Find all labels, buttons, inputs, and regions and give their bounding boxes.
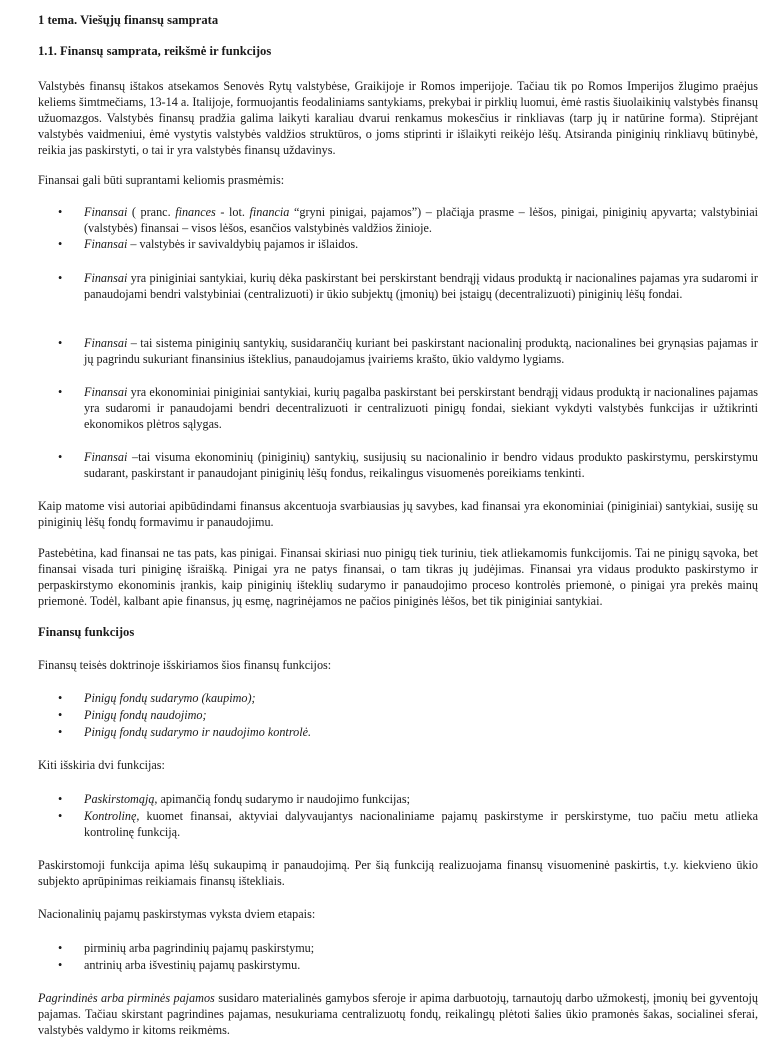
bullet-icon: • — [58, 725, 63, 739]
bullet-icon: • — [58, 237, 63, 251]
bullet-icon: • — [58, 691, 63, 705]
paragraph-functions-intro: Finansų teisės doktrinoje išskiriamos šios finansų funkcijos: — [38, 658, 332, 672]
term: Finansai — [84, 271, 128, 285]
paragraph-finance-vs-money: Pastebėtina, kad finansai ne tas pats, kas pinigai. Finansai skiriasi nuo pinigų tiek turiniu, tiek atliekamomis funkcijomis. Tai ne pinigų sąvoka, bet finansai visada turi piniginę išraišką. Pinigai yra ne patys finansai, o tam tikras jų judėjimas. Finansai yra vidaus produkto paskirstymo ir perpaskirstymo ekonominis įrankis, kaip piniginių išteklių sudarymo ir panaudojimo proceso kontrolės priemonė, o pinigai yra prekės mainų priemonė. Todėl, kalbant apie finansus, jų esmę, nagrinėjamos ne pačios piniginės lėšos, bet tik piniginiai santykiai. — [38, 546, 758, 608]
term: Pagrindinės arba pirminės pajamos — [38, 991, 215, 1005]
bullet-icon: • — [58, 958, 63, 972]
list-item: • Pinigų fondų sudarymo ir naudojimo kontrolė. — [58, 725, 312, 739]
list-item: • Pinigų fondų naudojimo; — [58, 708, 207, 722]
list-item: • Paskirstomąją, apimančią fondų sudarymo ir naudojimo funkcijas; — [58, 792, 410, 806]
bullet-icon: • — [58, 792, 63, 806]
list-item: • antrinių arba išvestinių pajamų paskirstymu. — [58, 958, 301, 972]
list-item: • Pinigų fondų sudarymo (kaupimo); — [58, 691, 256, 705]
term: Finansai — [84, 237, 128, 251]
term: Kontrolinę, — [84, 809, 140, 823]
list-item: • Finansai ( pranc. finances - lot. financia “gryni pinigai, pajamos”) – plačiąja prasme – lėšos, pinigai, piniginių apyvarta; valstybiniai (valstybės) finansai – visos lėšos, esančios valstybinės valdžios žinioje. — [58, 205, 758, 235]
document-title: 1 tema. Viešųjų finansų samprata — [38, 13, 219, 27]
list-item: • Finansai yra ekonominiai piniginiai santykiai, kurių pagalba paskirstant bei perskirstant bendrąjį vidaus produktą ir nacionalines pajamas yra sudaromi ir panaudojami bendri decentralizuoti ir centralizuoti pinigų fondai, siekiant vykdyti valstybės funkcijas ir užtikrinti ekonomikos plėtros sąlygas. — [58, 385, 758, 431]
paragraph-distribution-function: Paskirstomoji funkcija apima lėšų sukaupimą ir panaudojimą. Per šią funkciją realizuojama finansų visuomeninė paskirtis, t.y. kiekvieno ūkio subjekto aprūpinimas reikiamais finansų ištekliais. — [38, 858, 758, 888]
list-item: • pirminių arba pagrindinių pajamų paskirstymu; — [58, 941, 315, 955]
term: Finansai — [84, 450, 128, 464]
bullet-icon: • — [58, 941, 63, 955]
bullet-icon: • — [58, 205, 63, 219]
paragraph-meanings-intro: Finansai gali būti suprantami keliomis prasmėmis: — [38, 173, 285, 187]
term: Finansai — [84, 385, 128, 399]
section-heading: 1.1. Finansų samprata, reikšmė ir funkcijos — [38, 44, 272, 58]
section-heading-functions: Finansų funkcijos — [38, 625, 135, 639]
list-item: • Finansai –tai visuma ekonominių (piniginių) santykių, susijusių su nacionalinio ir bendro vidaus produkto paskirstymu, perskirstymu sudarant, paskirstant ir panaudojant piniginių lėšų fondus, reikalingus visuomenės poreikiams tenkinti. — [58, 450, 758, 480]
term: Finansai — [84, 336, 128, 350]
paragraph-history: Valstybės finansų ištakos atsekamos Senovės Rytų valstybėse, Graikijoje ir Romos imperijoje. Tačiau tik po Romos Imperijos žlugimo praėjus keliems šimtmečiams, 13-14 a. Italijoje, formuojantis feodaliniams santykiams, prekybai ir pirklių luomui, ėmė rastis šiuolaikinių valstybės finansų užuomazgos. Valstybės finansų pradžia galima laikyti karaliau dvarui renkamus mokesčius ir rinkliavas (tarp jų ir natūrine forma). Stiprėjant valstybės vaidmeniui, ėmė vystytis valstybės valdžios struktūros, o joms stiprinti ir išlaikyti reikėjo lėšų. Atsiranda piniginių rinkliavų būtinybė, reikia jas paskirstyti, o tai ir yra valstybės finansų uždavinys. — [38, 79, 758, 157]
list-item: • Kontrolinę, kuomet finansai, aktyviai dalyvaujantys nacionaliniame pajamų paskirstyme ir perskirstyme, tuo pačiu metu atlieka kontrolinę funkciją. — [58, 809, 758, 839]
bullet-icon: • — [58, 271, 63, 285]
bullet-icon: • — [58, 385, 63, 399]
bullet-icon: • — [58, 336, 63, 350]
bullet-icon: • — [58, 809, 63, 823]
bullet-icon: • — [58, 450, 63, 464]
paragraph-summary: Kaip matome visi autoriai apibūdindami finansus akcentuoja svarbiausias jų savybes, kad finansai yra ekonominiai (piniginiai) santykiai, susiję su piniginių lėšų fondų formavimu ir panaudojimu. — [38, 499, 758, 529]
list-item: • Finansai – tai sistema piniginių santykių, susidarančių kuriant bei paskirstant nacionalinį produktą, nacionalines bei grynąsias pajamas ir jų pagrindu sukuriant finansinius išteklius, panaudojamus įvairiems krašto, ūkio valdymo lygiams. — [58, 336, 758, 366]
term: Finansai — [84, 205, 128, 219]
paragraph-two-functions-intro: Kiti išskiria dvi funkcijas: — [38, 758, 165, 772]
paragraph-primary-income: Pagrindinės arba pirminės pajamos susidaro materialinės gamybos sferoje ir apima darbuotojų, tarnautojų darbo užmokestį, įmonių bei gyventojų pajamas. Tačiau skirstant pagrindines pajamas, nesukuriama centralizuotų fondų, reikalingų plėtoti šalies ūkio pramonės šakas, socialinei sferai, valstybės valdymo ir kitoms reikmėms. — [38, 991, 758, 1037]
term: Paskirstomąją, — [84, 792, 158, 806]
bullet-icon: • — [58, 708, 63, 722]
list-item: • Finansai yra piniginiai santykiai, kurių dėka paskirstant bei perskirstant bendrąjį vidaus produktą ir nacionalines pajamas yra sudaromi ir panaudojami bendri valstybiniai (centralizuoti) ir ūkio subjektų (įmonių) bei įstaigų (decentralizuoti) piniginių lėšų fondai. — [58, 271, 758, 301]
paragraph-stages-intro: Nacionalinių pajamų paskirstymas vyksta dviem etapais: — [38, 907, 316, 921]
list-item: • Finansai – valstybės ir savivaldybių pajamos ir išlaidos. — [58, 237, 359, 251]
